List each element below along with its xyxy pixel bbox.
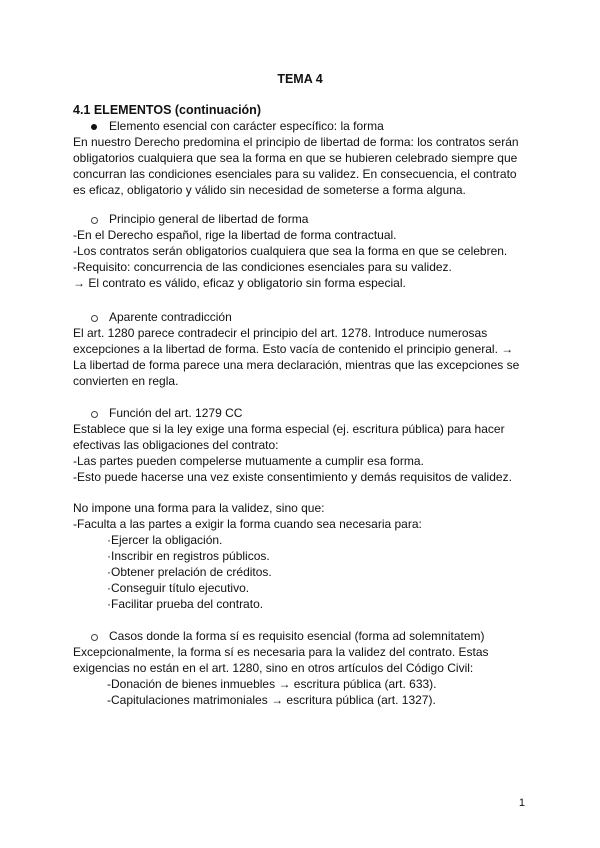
subsection-title: Función del art. 1279 CC — [109, 406, 243, 420]
paragraph-line: concurran las condiciones esenciales para su validez. En consecuencia, el contrato — [73, 167, 517, 181]
paragraph-line: obligatorios cualquiera que sea la forma en que se hubieren celebrado siempre que — [73, 151, 518, 165]
paragraph-line: es eficaz, obligatorio y válido sin necesidad de someterse a forma alguna. — [73, 183, 466, 197]
main-bullet: Elemento esencial con carácter específico: la forma — [109, 119, 384, 133]
paragraph-line: Excepcionalmente, la forma sí es necesaria para la validez del contrato. Estas — [73, 645, 489, 659]
bullet-circle-icon — [91, 315, 98, 322]
paragraph-line: -Las partes pueden compelerse mutuamente a cumplir esa forma. — [73, 454, 424, 468]
list-item: ·Ejercer la obligación. — [107, 533, 223, 547]
paragraph-line: → El contrato es válido, eficaz y obligatorio sin forma especial. — [73, 276, 406, 290]
paragraph-line: -Faculta a las partes a exigir la forma cuando sea necesaria para: — [73, 517, 422, 531]
paragraph-line: exigencias no están en el art. 1280, sino en otros artículos del Código Civil: — [73, 661, 474, 675]
list-item: ·Conseguir título ejecutivo. — [107, 581, 250, 595]
list-item: -Donación de bienes inmuebles → escritura pública (art. 633). — [107, 677, 437, 691]
paragraph-line: Establece que si la ley exige una forma especial (ej. escritura pública) para hacer — [73, 422, 505, 436]
section-heading: 4.1 ELEMENTOS (continuación) — [73, 103, 261, 117]
list-item: ·Obtener prelación de créditos. — [107, 565, 272, 579]
paragraph-line: En nuestro Derecho predomina el principio de libertad de forma: los contratos serán — [73, 135, 519, 149]
page-number: 1 — [518, 797, 525, 809]
bullet-circle-icon — [91, 217, 98, 224]
list-item: ·Facilitar prueba del contrato. — [107, 597, 264, 611]
subsection-title: Casos donde la forma sí es requisito esencial (forma ad solemnitatem) — [109, 629, 485, 643]
paragraph-line: -En el Derecho español, rige la libertad de forma contractual. — [73, 228, 397, 242]
bullet-circle-icon — [91, 411, 98, 418]
bullet-dot-icon — [91, 124, 97, 130]
paragraph-line: No impone una forma para la validez, sino que: — [73, 501, 325, 515]
paragraph-line: excepciones a la libertad de forma. Esto vacía de contenido el principio general. → — [73, 342, 514, 356]
bullet-circle-icon — [91, 634, 98, 641]
subsection-title: Principio general de libertad de forma — [109, 212, 309, 226]
paragraph-line: La libertad de forma parece una mera declaración, mientras que las excepciones se — [73, 358, 520, 372]
list-item: -Capitulaciones matrimoniales → escritura pública (art. 1327). — [107, 693, 436, 707]
paragraph-line: efectivas las obligaciones del contrato: — [73, 438, 279, 452]
paragraph-line: -Requisito: concurrencia de las condiciones esenciales para su validez. — [73, 260, 452, 274]
paragraph-line: convierten en regla. — [73, 374, 179, 388]
list-item: ·Inscribir en registros públicos. — [107, 549, 270, 563]
paragraph-line: -Esto puede hacerse una vez existe consentimiento y demás requisitos de validez. — [73, 470, 512, 484]
paragraph-line: El art. 1280 parece contradecir el principio del art. 1278. Introduce numerosas — [73, 326, 488, 340]
subsection-title: Aparente contradicción — [109, 310, 232, 324]
page-title: TEMA 4 — [277, 72, 323, 86]
paragraph-line: -Los contratos serán obligatorios cualquiera que sea la forma en que se celebren. — [73, 244, 508, 258]
